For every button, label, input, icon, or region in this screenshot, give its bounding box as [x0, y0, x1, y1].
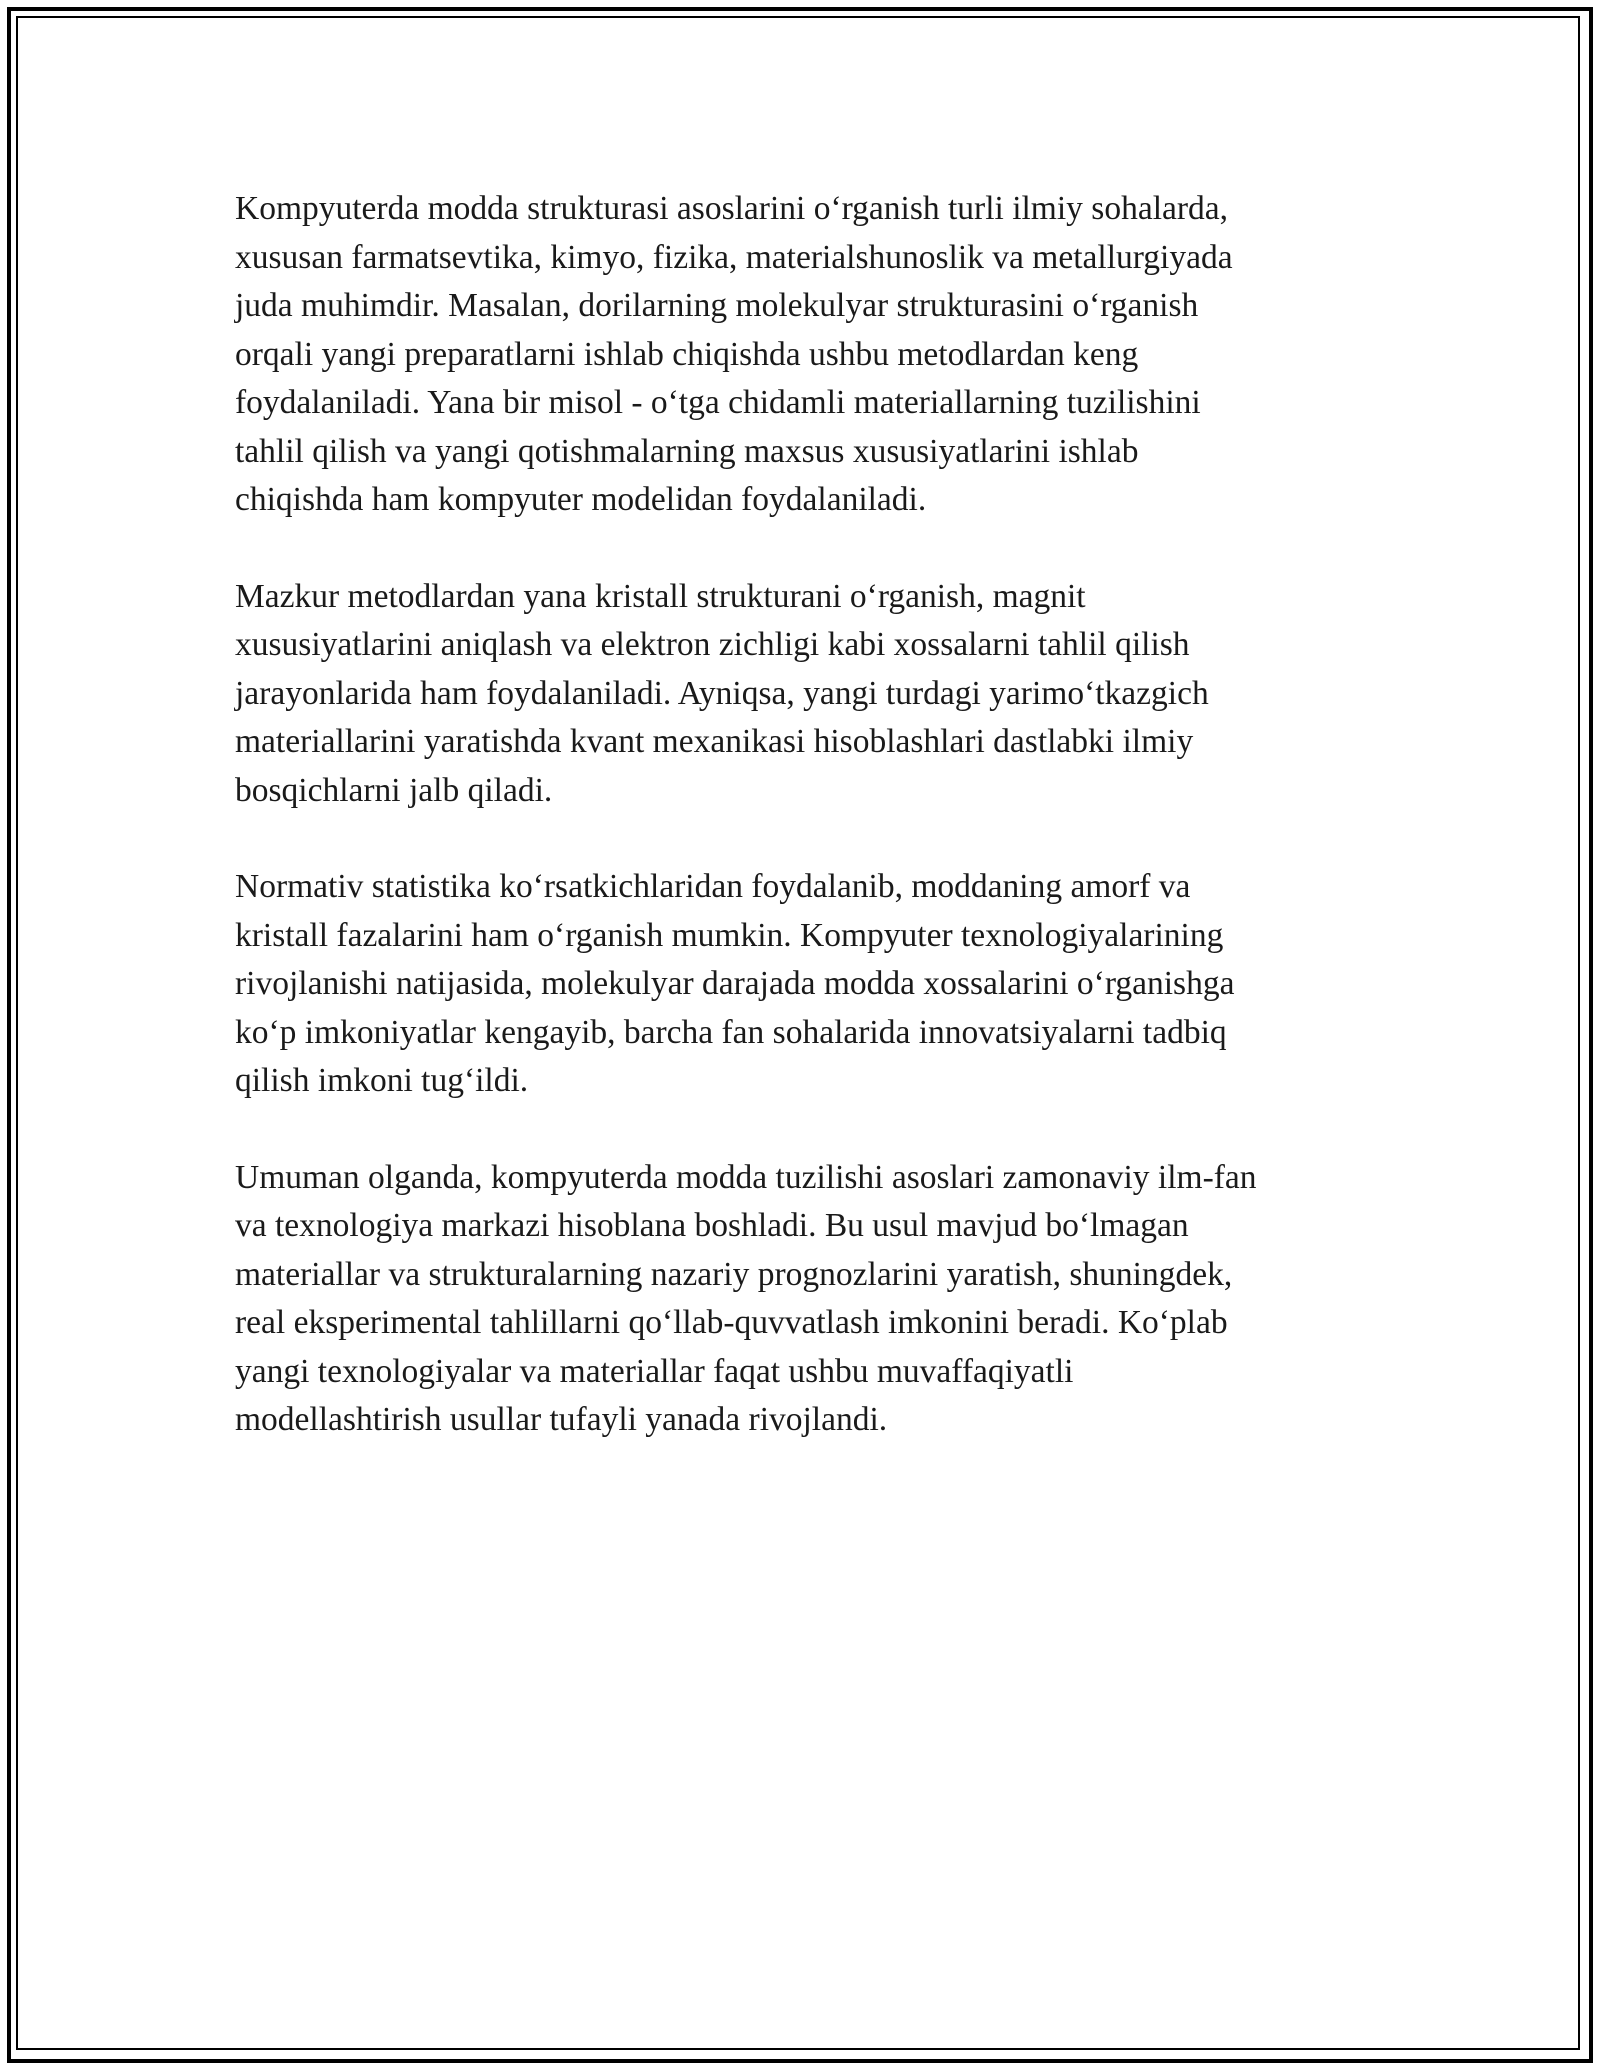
text-line: Kompyuterda modda strukturasi asoslarini o‘rganish turli ilmiy sohalarda,	[235, 190, 1229, 227]
paragraph-2	[235, 573, 1365, 816]
text-line: jarayonlarida ham foydalaniladi. Ayniqsa, yangi turdagi yarimo‘tkazgich	[235, 674, 1209, 712]
text-line: xususiyatlarini aniqlash va elektron zichligi kabi xossalarni tahlil qilish	[235, 626, 1190, 663]
text-line: Umuman olganda, kompyuterda modda tuzilishi asoslari zamonaviy ilm-fan	[235, 1158, 1257, 1196]
text-line: real eksperimental tahlillarni qo‘llab-quvvatlash imkonini beradi. Ko‘plab	[235, 1304, 1228, 1341]
text-line: yangi texnologiyalar va materiallar faqat ushbu muvaffaqiyatli	[235, 1352, 1074, 1390]
document-body	[235, 185, 1365, 1493]
text-line: orqali yangi preparatlarni ishlab chiqishda ushbu metodlardan keng	[235, 335, 1139, 373]
text-line: kristall fazalarini ham o‘rganish mumkin. Kompyuter texnologiyalarining	[235, 916, 1224, 954]
text-line: ko‘p imkoniyatlar kengayib, barcha fan sohalarida innovatsiyalarni tadbiq	[235, 1013, 1227, 1051]
text-line: va texnologiya markazi hisoblana boshladi. Bu usul mavjud bo‘lmagan	[235, 1207, 1189, 1244]
text-line: xususan farmatsevtika, kimyo, fizika, materialshunoslik va metallurgiyada	[235, 238, 1233, 276]
text-line: Normativ statistika ko‘rsatkichlaridan foydalanib, moddaning amorf va	[235, 868, 1191, 905]
paragraph-3	[235, 863, 1365, 1106]
paragraph-1	[235, 185, 1365, 525]
text-line: modellashtirish usullar tufayli yanada rivojlandi.	[235, 1401, 888, 1438]
text-line: chiqishda ham kompyuter modelidan foydalaniladi.	[235, 481, 927, 518]
paragraph-4	[235, 1154, 1365, 1445]
text-line: Mazkur metodlardan yana kristall strukturani o‘rganish, magnit	[235, 577, 1086, 615]
text-line: bosqichlarni jalb qiladi.	[235, 771, 553, 809]
text-line: foydalaniladi. Yana bir misol - o‘tga chidamli materiallarning tuzilishini	[235, 384, 1201, 421]
text-line: materiallarini yaratishda kvant mexanikasi hisoblashlari dastlabki ilmiy	[235, 723, 1194, 760]
text-line: juda muhimdir. Masalan, dorilarning molekulyar strukturasini o‘rganish	[235, 287, 1199, 324]
text-line: rivojlanishi natijasida, molekulyar darajada modda xossalarini o‘rganishga	[235, 965, 1235, 1002]
text-line: tahlil qilish va yangi qotishmalarning maxsus xususiyatlarini ishlab	[235, 432, 1139, 470]
text-line: materiallar va strukturalarning nazariy prognozlarini yaratish, shuningdek,	[235, 1255, 1233, 1293]
text-line: qilish imkoni tug‘ildi.	[235, 1062, 529, 1099]
